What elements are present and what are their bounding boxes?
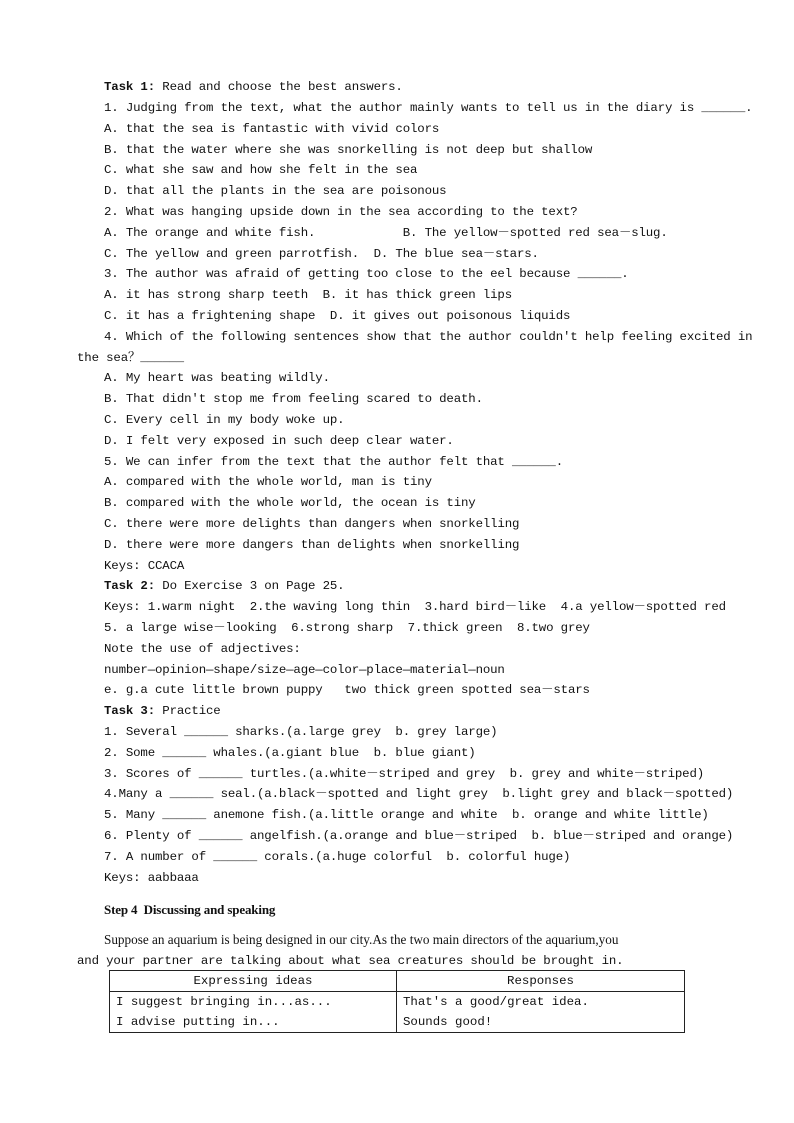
option-1a: A. that the sea is fantastic with vivid colors xyxy=(104,122,440,136)
option-1c: C. what she saw and how she felt in the sea xyxy=(104,163,418,177)
options-2cd: C. The yellow and green parrotfish. D. The blue sea－stars. xyxy=(104,247,539,261)
option-1d: D. that all the plants in the sea are poisonous xyxy=(104,184,447,198)
header-responses: Responses xyxy=(397,971,685,992)
option-5d: D. there were more dangers than delights when snorkelling xyxy=(104,538,520,552)
option-4d: D. I felt very exposed in such deep clear water. xyxy=(104,434,454,448)
task3-instruction: Practice xyxy=(155,704,221,718)
question-4-line1: 4. Which of the following sentences show that the author couldn't help feeling excited in xyxy=(104,330,753,344)
question-5: 5. We can infer from the text that the author felt that ______. xyxy=(104,455,563,469)
practice-item: 6. Plenty of ______ angelfish.(a.orange and blue－striped b. blue－striped and orange) xyxy=(104,829,734,843)
step4-heading: Step 4 Discussing and speaking xyxy=(104,902,276,917)
practice-item: 4.Many a ______ seal.(a.black－spotted and light grey b.light grey and black－spotted) xyxy=(104,787,734,801)
table-header-row xyxy=(110,971,685,992)
header-expressing-ideas: Expressing ideas xyxy=(110,971,397,992)
question-1: 1. Judging from the text, what the author mainly wants to tell us in the diary is ______. xyxy=(104,101,753,115)
step4-paragraph-line2: and your partner are talking about what sea creatures should be brought in. xyxy=(77,954,624,968)
option-5a: A. compared with the whole world, man is tiny xyxy=(104,475,432,489)
task3-heading xyxy=(104,703,221,719)
question-3: 3. The author was afraid of getting too close to the eel because ______. xyxy=(104,267,629,281)
task2-instruction: Do Exercise 3 on Page 25. xyxy=(155,579,345,593)
step4-paragraph-line1: Suppose an aquarium is being designed in our city.As the two main directors of the aquarium,you xyxy=(104,932,619,947)
responses-cell: That's a good/great idea. Sounds good! xyxy=(397,992,685,1033)
question-2: 2. What was hanging upside down in the sea according to the text? xyxy=(104,205,578,219)
option-5b: B. compared with the whole world, the ocean is tiny xyxy=(104,496,476,510)
task2-heading xyxy=(104,578,344,594)
options-2ab: A. The orange and white fish. B. The yellow－spotted red sea－slug. xyxy=(104,226,668,240)
practice-item: 5. Many ______ anemone fish.(a.little orange and white b. orange and white little) xyxy=(104,808,709,822)
options-3cd: C. it has a frightening shape D. it gives out poisonous liquids xyxy=(104,309,571,323)
task1-title: Task 1: xyxy=(104,80,155,94)
options-3ab: A. it has strong sharp teeth B. it has thick green lips xyxy=(104,288,512,302)
practice-item: 3. Scores of ______ turtles.(a.white－striped and grey b. grey and white－striped) xyxy=(104,767,705,781)
task1-keys: Keys: CCACA xyxy=(104,559,185,573)
question-4-line2: the sea？______ xyxy=(77,351,184,365)
table-row xyxy=(110,992,685,1033)
practice-item: 2. Some ______ whales.(a.giant blue b. blue giant) xyxy=(104,746,476,760)
adjective-note: Note the use of adjectives: xyxy=(104,642,301,656)
task2-title: Task 2: xyxy=(104,579,155,593)
adjective-example: e. g.a cute little brown puppy two thick green spotted sea－stars xyxy=(104,683,590,697)
option-5c: C. there were more delights than dangers when snorkelling xyxy=(104,517,520,531)
practice-item: 1. Several ______ sharks.(a.large grey b. grey large) xyxy=(104,725,498,739)
option-4c: C. Every cell in my body woke up. xyxy=(104,413,345,427)
option-4a: A. My heart was beating wildly. xyxy=(104,371,330,385)
practice-item: 7. A number of ______ corals.(a.huge colorful b. colorful huge) xyxy=(104,850,571,864)
task1-instruction: Read and choose the best answers. xyxy=(155,80,403,94)
option-4b: B. That didn't stop me from feeling scared to death. xyxy=(104,392,483,406)
adjective-order: number—opinion—shape/size—age—color—place—material—noun xyxy=(104,663,505,677)
option-1b: B. that the water where she was snorkelling is not deep but shallow xyxy=(104,143,593,157)
task2-keys-line2: 5. a large wise－looking 6.strong sharp 7.thick green 8.two grey xyxy=(104,621,590,635)
expressing-ideas-cell: I suggest bringing in...as... I advise putting in... xyxy=(110,992,397,1033)
task2-keys-line1: Keys: 1.warm night 2.the waving long thin 3.hard bird－like 4.a yellow－spotted red xyxy=(104,600,726,614)
expressions-table xyxy=(109,970,685,1033)
task3-title: Task 3: xyxy=(104,704,155,718)
task1-heading xyxy=(104,79,403,95)
task3-keys: Keys: aabbaaa xyxy=(104,871,199,885)
